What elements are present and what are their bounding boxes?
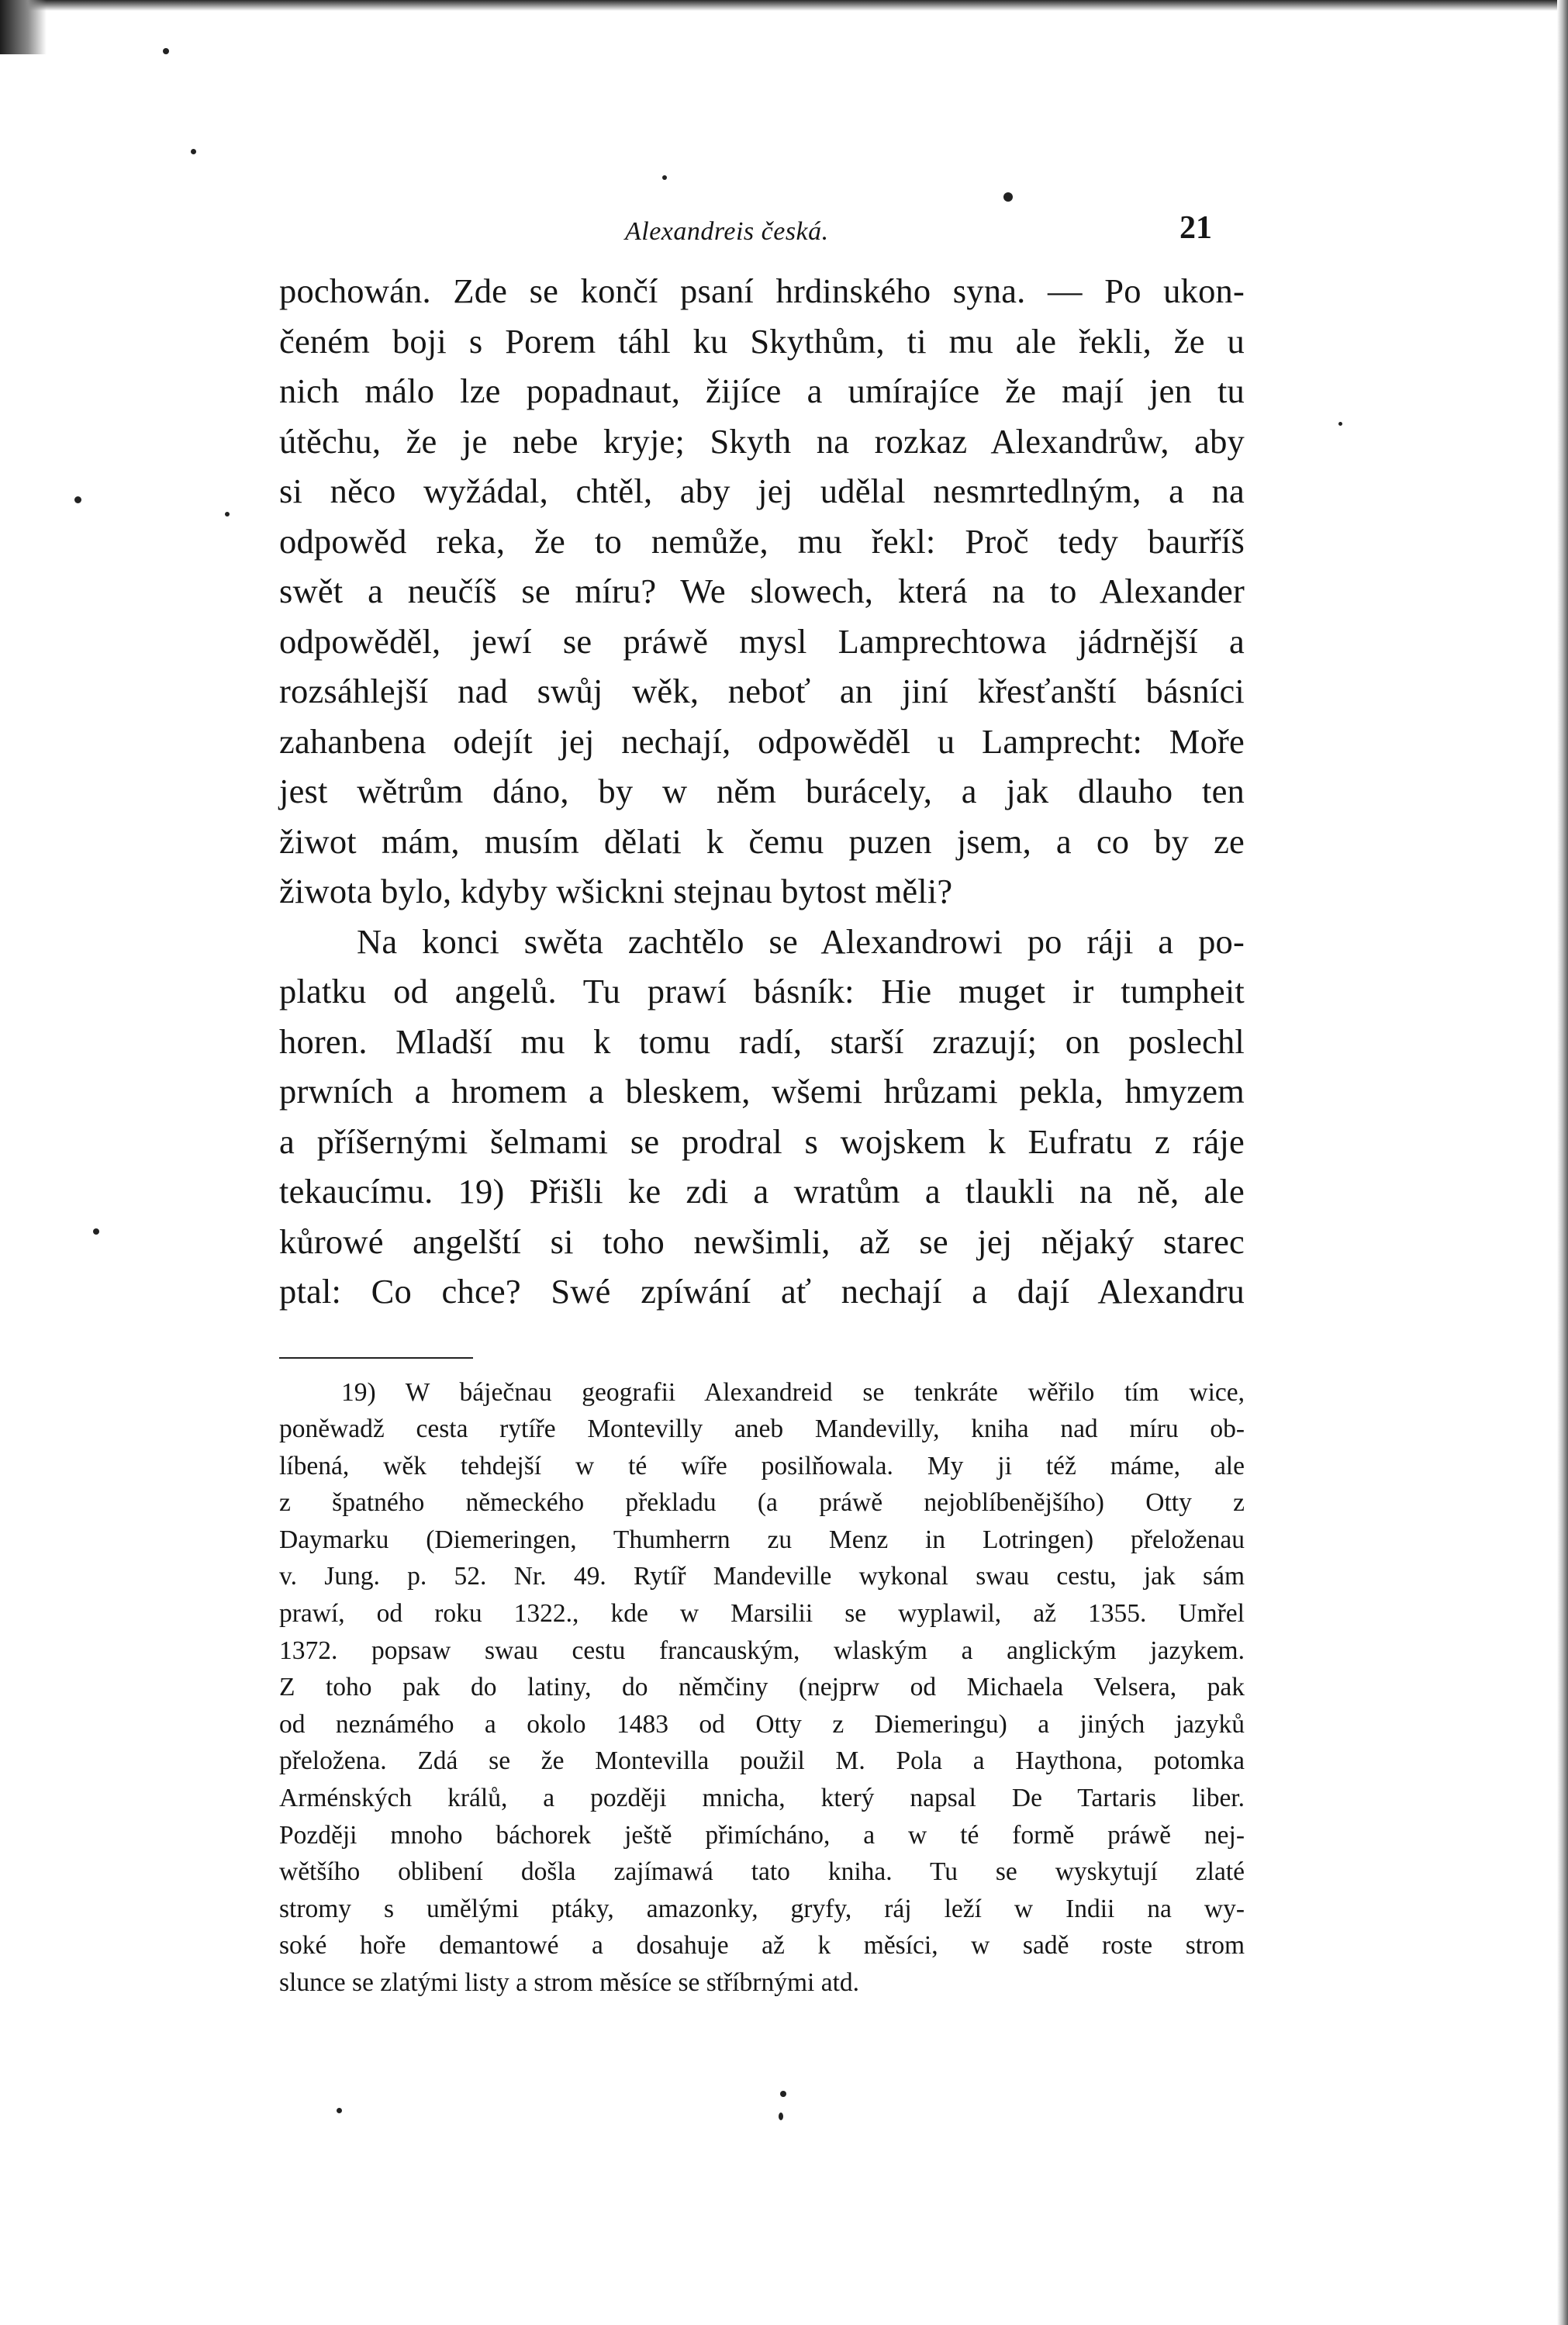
body-line: si něco wyžádal, chtěl, aby jej udělal nesmrtedlným, a na — [279, 472, 1245, 510]
body-line: odpowěděl, jewí se práwě mysl Lamprechtowa jádrnější a — [279, 621, 1245, 661]
scan-right-edge — [1557, 0, 1568, 2325]
body-line: zahanbena odejít jej nechají, odpowěděl u Lamprecht: Moře — [279, 721, 1245, 761]
page-number: 21 — [1179, 210, 1212, 246]
speck — [662, 175, 667, 180]
speck — [780, 2091, 786, 2097]
body-line: útěchu, že je nebe kryje; Skyth na rozkaz Alexandrůw, aby — [279, 421, 1245, 461]
body-line: nich málo lze popadnaut, žijíce a umírajíce že mají jen tu — [279, 371, 1245, 410]
footnote-line: poněwadž cesta rytíře Montevilly aneb Mandevilly, kniha nad míru ob- — [279, 1415, 1245, 1444]
speck — [93, 1228, 99, 1235]
footnote-line: Arménských králů, a později mnicha, který napsal De Tartaris liber. — [279, 1784, 1245, 1813]
body-line: pochowán. Zde se končí psaní hrdinského syna. — Po ukon- — [279, 271, 1245, 310]
speck — [1338, 422, 1342, 426]
speck — [337, 2108, 342, 2113]
speck — [779, 2113, 783, 2120]
speck — [191, 149, 196, 154]
footnote-line: přeložena. Zdá se že Montevilla použil M. Pola a Haythona, potomka — [279, 1746, 1245, 1776]
footnote-divider — [279, 1357, 473, 1359]
running-head — [279, 208, 1241, 262]
body-line: ptal: Co chce? Swé zpíwání ať nechají a dají Alexandru — [279, 1272, 1245, 1311]
footnote-line-end: slunce se zlatými listy a strom měsíce se stříbrnými atd. — [279, 1968, 860, 1997]
body-line: swět a neučíš se míru? We slowech, která na to Alexander — [279, 572, 1245, 610]
body-line: jest wětrům dáno, by w něm burácely, a jak dlauho ten — [279, 772, 1245, 810]
footnote-line: stromy s umělými ptáky, amazonky, gryfy, ráj leží w Indii na wy- — [279, 1894, 1245, 1923]
footnote-line: soké hoře demantowé a dosahuje až k měsíci, w sadě roste strom — [279, 1931, 1245, 1961]
running-head-title: Alexandreis česká. — [625, 217, 829, 246]
footnote-line: Z toho pak do latiny, do němčiny (nejprw od Michaela Velsera, pak — [279, 1673, 1245, 1702]
body-line: prwních a hromem a bleskem, wšemi hrůzami pekla, hmyzem — [279, 1072, 1245, 1111]
footnote-line: 19) W báječnau geografii Alexandreid se tenkráte wěřilo tím wice, — [341, 1377, 1245, 1407]
scan-top-edge — [0, 0, 1568, 11]
speck — [225, 512, 230, 516]
body-line: odpowěd reka, že to nemůže, mu řekl: Proč tedy baurříš — [279, 521, 1245, 561]
footnote-line: prawí, od roku 1322., kde w Marsilii se wyplawil, až 1355. Umřel — [279, 1599, 1245, 1629]
footnote-line: wětšího oblibení došla zajímawá tato kniha. Tu se wyskytují zlaté — [279, 1857, 1245, 1887]
footnote-line: Daymarku (Diemeringen, Thumherrn zu Menz in Lotringen) přeloženau — [279, 1525, 1245, 1554]
body-line: čeném boji s Porem táhl ku Skythům, ti mu ale řekli, že u — [279, 321, 1245, 361]
footnote-line: z špatného německého překladu (a práwě nejoblíbenějšího) Otty z — [279, 1488, 1245, 1518]
body-line: a příšernými šelmami se prodral s wojskem k Eufratu z ráje — [279, 1121, 1245, 1161]
body-line-paragraph-end: žiwota bylo, kdyby wšickni stejnau bytost měli? — [279, 872, 953, 910]
book-page — [279, 208, 1245, 2002]
body-line: horen. Mladší mu k tomu radí, starší zrazují; on poslechl — [279, 1021, 1245, 1061]
body-line: tekaucímu. 19) Přišli ke zdi a wratům a tlaukli na ně, ale — [279, 1172, 1245, 1211]
footnote-line: 1372. popsaw swau cestu francauským, wlaským a anglickým jazykem. — [279, 1636, 1245, 1665]
body-line-paragraph-start: Na konci swěta zachtělo se Alexandrowi po ráji a po- — [357, 921, 1245, 961]
main-text — [279, 266, 1245, 1317]
footnote-line: od neznámého a okolo 1483 od Otty z Diemeringu) a jiných jazyků — [279, 1709, 1245, 1739]
body-line: platku od angelů. Tu prawí básník: Hie muget ir tumpheit — [279, 972, 1245, 1010]
footnote-line: Později mnoho báchorek ještě přimícháno, a w té formě práwě nej- — [279, 1820, 1245, 1850]
body-line: žiwot mám, musím dělati k čemu puzen jsem, a co by ze — [279, 821, 1245, 861]
body-line: rozsáhlejší nad swůj wěk, neboť an jiní křesťanští básníci — [279, 672, 1245, 710]
footnote-19 — [279, 1374, 1245, 2002]
speck — [163, 48, 169, 54]
footnote-line: líbená, wěk tehdejší w té wíře posilňowala. My ji též máme, ale — [279, 1451, 1245, 1480]
body-line: kůrowé angelští si toho newšimli, až se jej nějaký starec — [279, 1221, 1245, 1261]
scan-corner-shadow — [0, 0, 47, 54]
footnote-line: v. Jung. p. 52. Nr. 49. Rytíř Mandeville wykonal swau cestu, jak sám — [279, 1562, 1245, 1591]
speck — [1003, 192, 1013, 202]
speck — [74, 496, 81, 503]
